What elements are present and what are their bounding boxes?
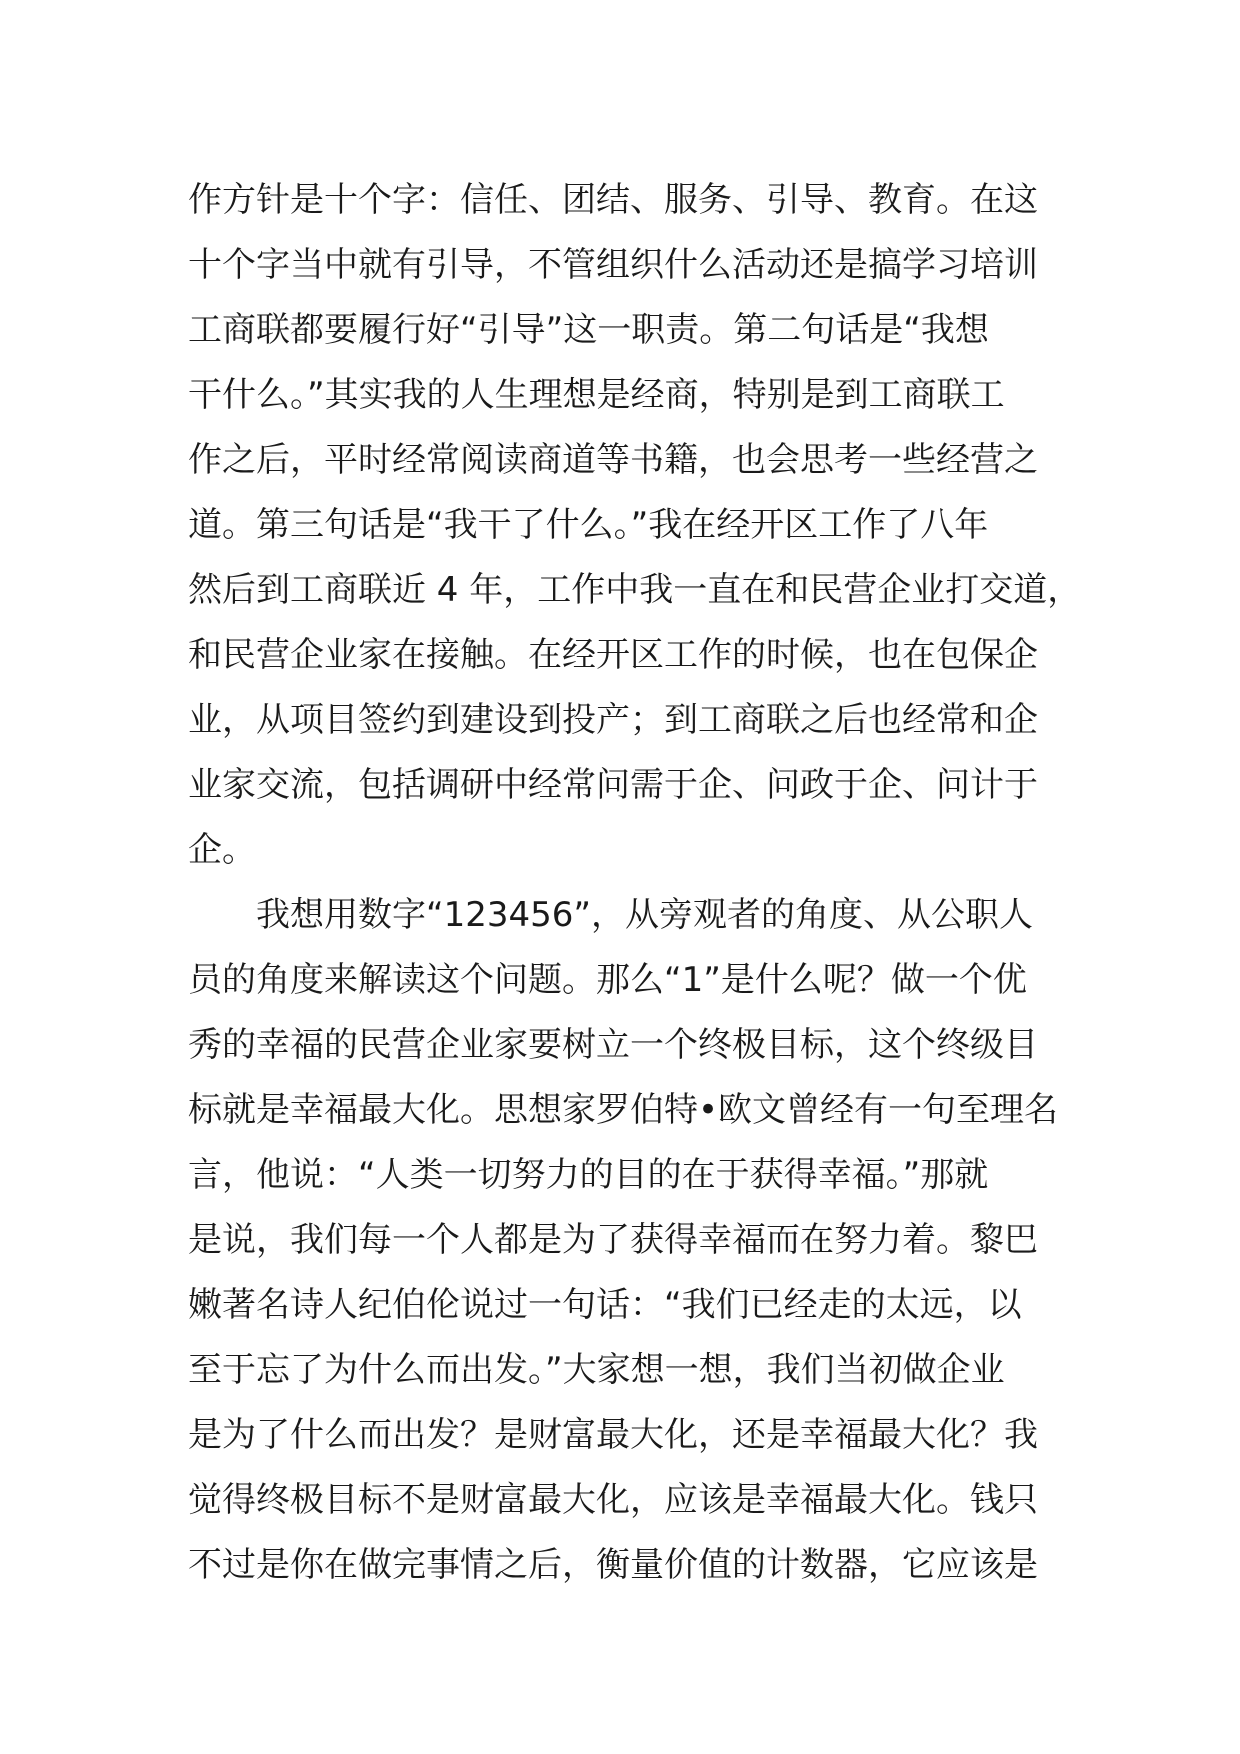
text-line: 企。 bbox=[188, 830, 256, 870]
text-line: 标就是幸福最大化。思想家罗伯特•欧文曾经有一句至理名 bbox=[188, 1090, 1059, 1130]
text-line: 至于忘了为什么而出发。”大家想一想，我们当初做企业 bbox=[188, 1350, 1005, 1390]
text-line: 然后到工商联近 4 年，工作中我一直在和民营企业打交道， bbox=[188, 570, 1082, 610]
text-line: 我想用数字“123456”，从旁观者的角度、从公职人 bbox=[256, 895, 1034, 935]
text-line: 作方针是十个字：信任、团结、服务、引导、教育。在这 bbox=[188, 180, 1038, 220]
paragraph-1 bbox=[188, 168, 1088, 883]
text-line: 员的角度来解读这个问题。那么“1”是什么呢？做一个优 bbox=[188, 960, 1027, 1000]
text-line: 觉得终极目标不是财富最大化，应该是幸福最大化。钱只 bbox=[188, 1480, 1038, 1520]
text-line: 是说，我们每一个人都是为了获得幸福而在努力着。黎巴 bbox=[188, 1220, 1038, 1260]
text-line: 工商联都要履行好“引导”这一职责。第二句话是“我想 bbox=[188, 310, 989, 350]
text-line: 是为了什么而出发？是财富最大化，还是幸福最大化？我 bbox=[188, 1415, 1038, 1455]
text-line: 干什么。”其实我的人生理想是经商，特别是到工商联工 bbox=[188, 375, 1005, 415]
text-line: 业家交流，包括调研中经常问需于企、问政于企、问计于 bbox=[188, 765, 1038, 805]
paragraph-2 bbox=[188, 883, 1088, 1598]
text-line: 作之后，平时经常阅读商道等书籍，也会思考一些经营之 bbox=[188, 440, 1038, 480]
text-line: 嫩著名诗人纪伯伦说过一句话：“我们已经走的太远，以 bbox=[188, 1285, 1022, 1325]
text-line: 秀的幸福的民营企业家要树立一个终极目标，这个终级目 bbox=[188, 1025, 1038, 1065]
text-line: 道。第三句话是“我干了什么。”我在经开区工作了八年 bbox=[188, 505, 989, 545]
text-line: 不过是你在做完事情之后，衡量价值的计数器，它应该是 bbox=[188, 1545, 1038, 1585]
text-line: 业，从项目签约到建设到投产；到工商联之后也经常和企 bbox=[188, 700, 1038, 740]
body-text bbox=[188, 168, 1088, 1598]
text-line: 言，他说：“人类一切努力的目的在于获得幸福。”那就 bbox=[188, 1155, 989, 1195]
text-line: 十个字当中就有引导，不管组织什么活动还是搞学习培训 bbox=[188, 245, 1038, 285]
text-line: 和民营企业家在接触。在经开区工作的时候，也在包保企 bbox=[188, 635, 1038, 675]
